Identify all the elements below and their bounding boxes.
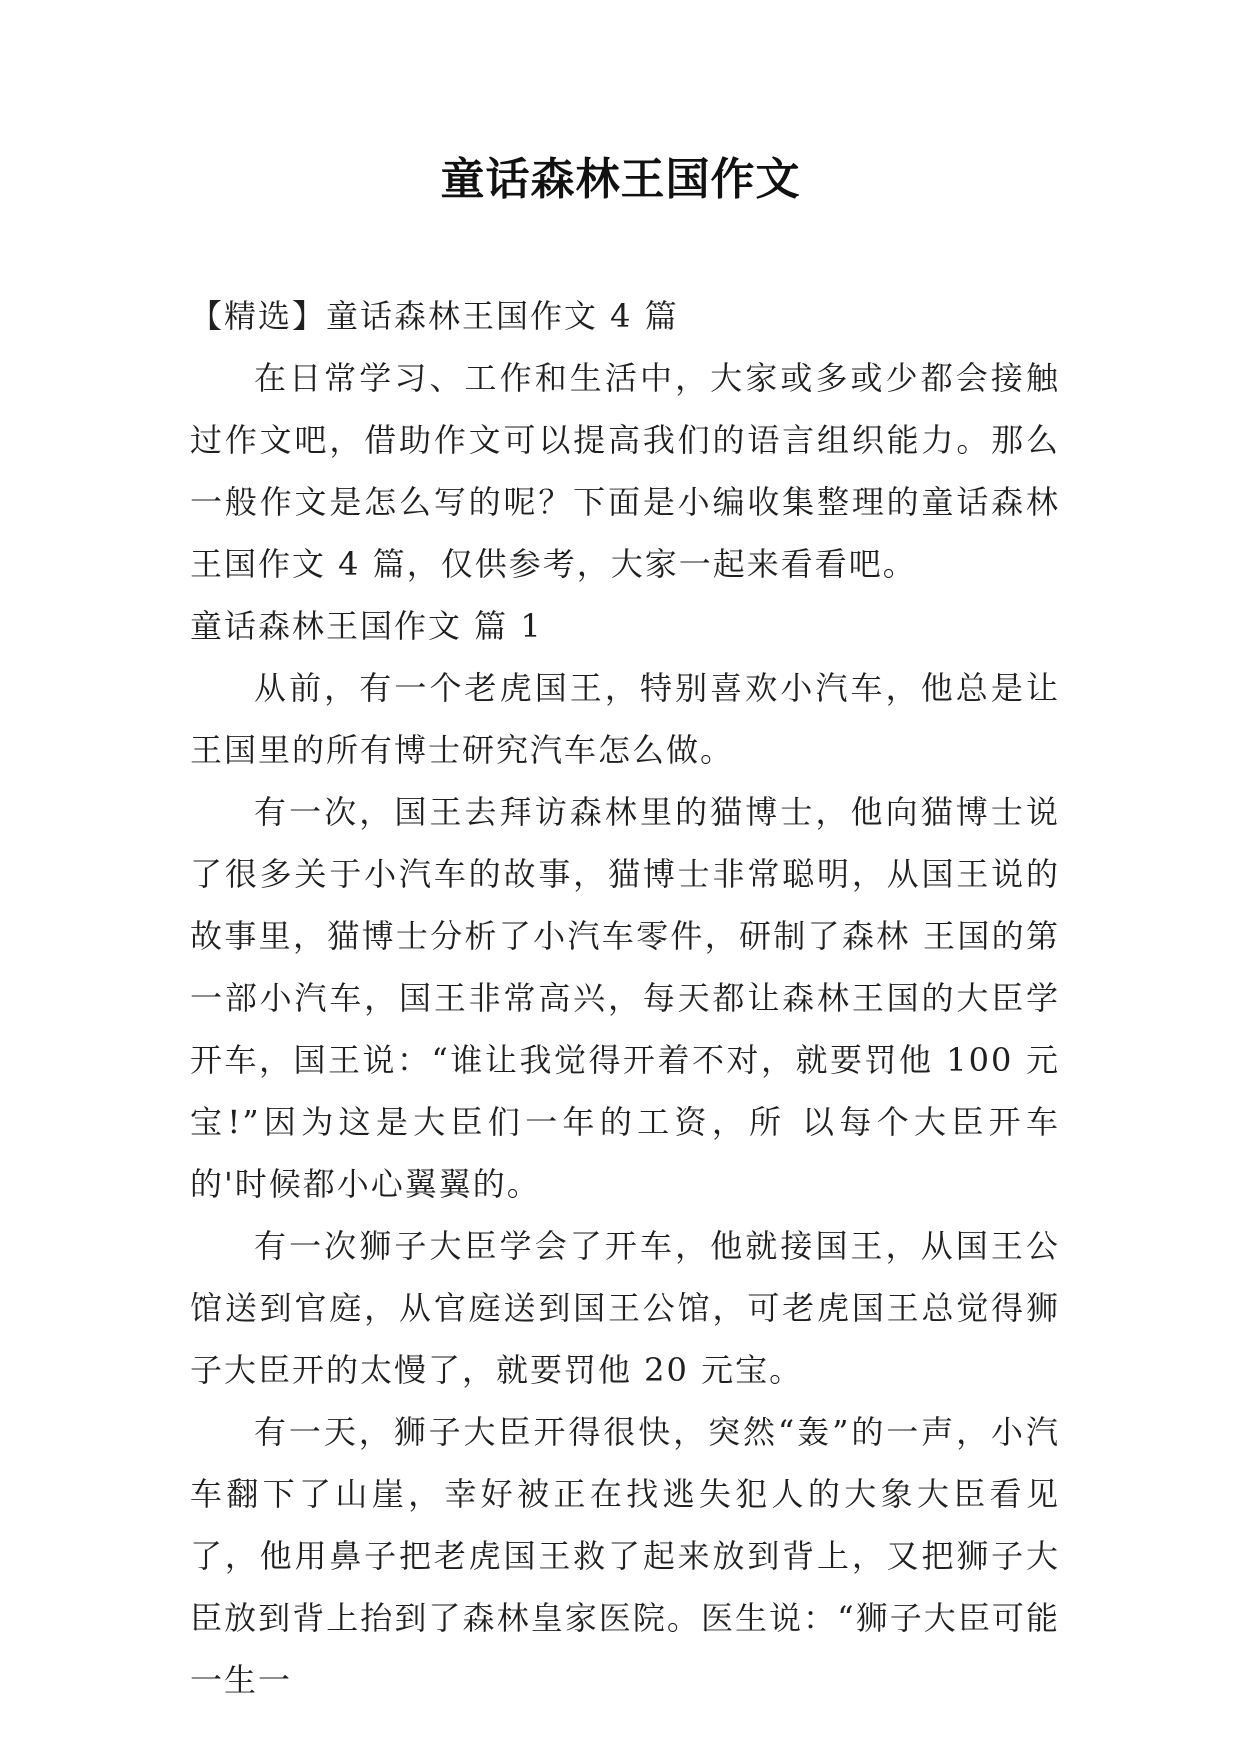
document-subtitle: 【精选】童话森林王国作文 4 篇 — [190, 297, 679, 335]
story-paragraph-4-text: 有一天，狮子大臣开得很快，突然“轰”的一声，小汽车翻下了山崖，幸好被正在找逃失犯人的大象大臣看见了，他用鼻子把老虎国王救了起来放到背上，又把狮子大臣放到背上抬到了森林皇家医院。医生说：“狮子大臣可能一生一 — [190, 1413, 1060, 1699]
story-paragraph-1-text: 从前，有一个老虎国王，特别喜欢小汽车，他总是让王国里的所有博士研究汽车怎么做。 — [190, 669, 1060, 769]
section-heading: 童话森林王国作文 篇 1 — [190, 607, 543, 645]
story-paragraph-2 — [190, 781, 1060, 1215]
intro-paragraph-text: 在日常学习、工作和生活中，大家或多或少都会接触过作文吧，借助作文可以提高我们的语言组织能力。那么一般作文是怎么写的呢？下面是小编收集整理的童话森林王国作文 4 篇，仅供参考，大家一起来看看吧。 — [190, 359, 1060, 583]
story-paragraph-1 — [190, 657, 1060, 781]
story-paragraph-3 — [190, 1215, 1060, 1401]
intro-paragraph — [190, 347, 1060, 595]
story-paragraph-3-text: 有一次狮子大臣学会了开车，他就接国王，从国王公馆送到官庭，从官庭送到国王公馆，可老虎国王总觉得狮子大臣开的太慢了，就要罚他 20 元宝。 — [190, 1227, 1060, 1389]
document-title: 童话森林王国作文 — [440, 154, 801, 205]
document-body — [190, 285, 1060, 1711]
story-paragraph-4 — [190, 1401, 1060, 1711]
story-paragraph-2-text: 有一次，国王去拜访森林里的猫博士，他向猫博士说了很多关于小汽车的故事，猫博士非常聪明，从国王说的故事里，猫博士分析了小汽车零件，研制了森林 王国的第一部小汽车，国王非常高兴，每天都让森林王国的大臣学开车，国王说：“谁让我觉得开着不对，就要罚他 100 元宝!”因为这是大臣们一年的工资，所 以每个大臣开车的'时候都小心翼翼的。 — [190, 793, 1060, 1203]
